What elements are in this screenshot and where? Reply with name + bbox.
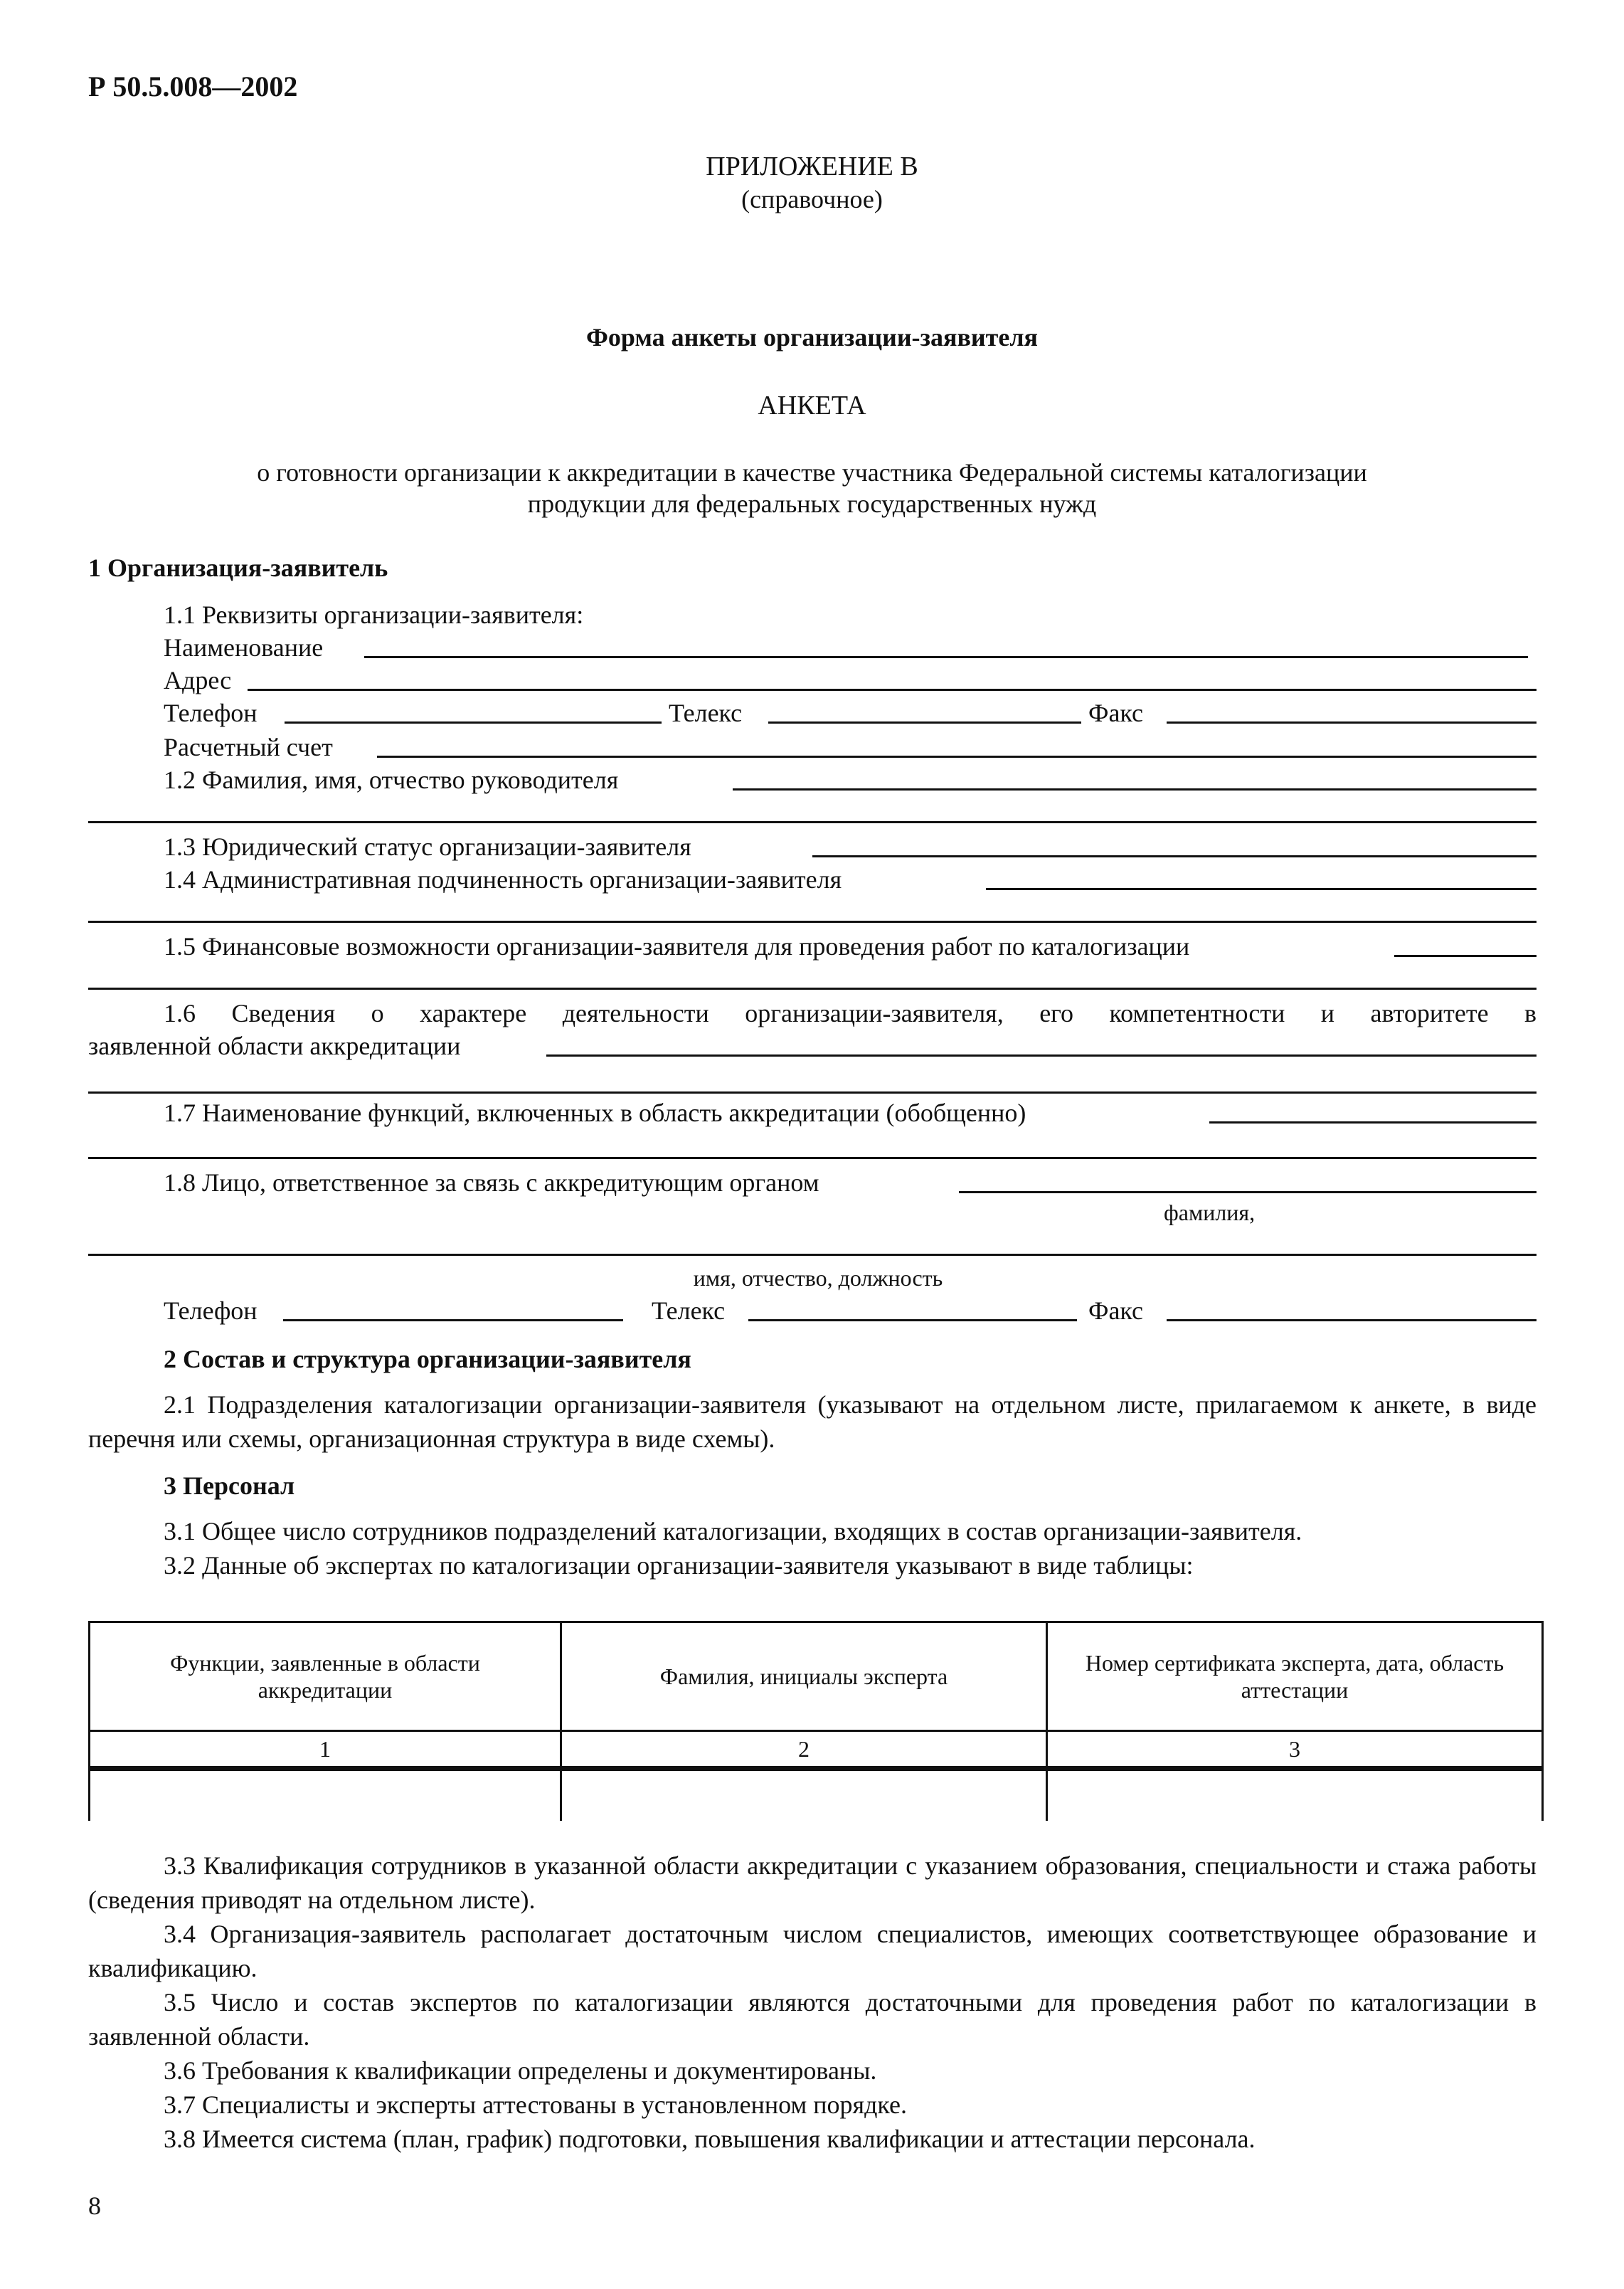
s1-1-text: 1.1 Реквизиты организации-заявителя: [164, 601, 584, 629]
s2-1-text: 2.1 Подразделения каталогизации организации-заявителя (указывают на отдельном листе, прилагаемом к анкете, в виде перечня или схемы, организационная структура в виде схемы). [88, 1390, 1537, 1453]
section3-heading: 3 Персонал [164, 1471, 295, 1500]
name-caption: имя, отчество, должность [693, 1265, 943, 1291]
fax2-field-line[interactable] [1167, 1319, 1537, 1321]
s3-6-text: 3.6 Требования к квалификации определены и документированы. [164, 2056, 877, 2085]
director-field-line[interactable] [733, 788, 1537, 791]
questionnaire-subtitle-line1: о готовности организации к аккредитации в качестве участника Федеральной системы каталогизации [257, 458, 1367, 487]
table-cell[interactable] [90, 1769, 561, 1822]
table-header-cell: Номер сертификата эксперта, дата, область аттестации [1047, 1622, 1543, 1731]
questionnaire-title: АНКЕТА [758, 391, 866, 421]
legal-status-field-line[interactable] [812, 855, 1537, 857]
s3-2-text: 3.2 Данные об экспертах по каталогизации организации-заявителя указывают в виде таблицы: [164, 1551, 1194, 1580]
name-label: Наименование [164, 633, 324, 662]
appendix-title: ПРИЛОЖЕНИЕ В [706, 152, 918, 181]
activity-field-line-2[interactable] [88, 1091, 1537, 1094]
address-field-line[interactable] [248, 689, 1537, 691]
phone2-label: Телефон [164, 1296, 258, 1325]
table-number-cell: 3 [1047, 1731, 1543, 1769]
questionnaire-subtitle-line2: продукции для федеральных государственных нужд [527, 490, 1097, 518]
s1-3-text: 1.3 Юридический статус организации-заявителя [164, 832, 691, 861]
experts-table [88, 1621, 1544, 1821]
s3-4-text: 3.4 Организация-заявитель располагает достаточным числом специалистов, имеющих соответствующее образование и квалификацию. [88, 1920, 1537, 1982]
phone-label: Телефон [164, 699, 258, 727]
document-number: Р 50.5.008—2002 [88, 70, 298, 102]
functions-field-line[interactable] [1209, 1121, 1537, 1124]
name-field-line[interactable] [364, 656, 1528, 658]
section1-heading: 1 Организация-заявитель [88, 554, 388, 582]
page-number: 8 [88, 2192, 101, 2220]
telex2-field-line[interactable] [748, 1319, 1077, 1321]
table-number-row [90, 1731, 1543, 1769]
s1-2-text: 1.2 Фамилия, имя, отчество руководителя [164, 766, 619, 794]
director-field-line-2[interactable] [88, 821, 1537, 823]
table-header-cell: Функции, заявленные в области аккредитации [90, 1622, 561, 1731]
finance-field-line-2[interactable] [88, 988, 1537, 990]
activity-field-line[interactable] [546, 1054, 1537, 1057]
section2-heading: 2 Состав и структура организации-заявителя [164, 1345, 691, 1373]
phone-field-line[interactable] [285, 721, 662, 724]
account-field-line[interactable] [377, 756, 1537, 758]
table-number-cell: 2 [561, 1731, 1047, 1769]
subordination-field-line-2[interactable] [88, 921, 1537, 923]
s1-8-text: 1.8 Лицо, ответственное за связь с аккредитующим органом [164, 1168, 819, 1197]
appendix-subtitle: (справочное) [741, 185, 883, 213]
subordination-field-line[interactable] [986, 888, 1537, 890]
functions-field-line-2[interactable] [88, 1157, 1537, 1159]
surname-caption: фамилия, [1164, 1200, 1256, 1225]
table-cell[interactable] [561, 1769, 1047, 1822]
s1-6-text-line1: 1.6 Сведения о характере деятельности организации-заявителя, его компетентности и авторитете в [164, 999, 1537, 1027]
table-header-cell: Фамилия, инициалы эксперта [561, 1622, 1047, 1731]
contact-person-field-line-2[interactable] [88, 1254, 1537, 1256]
contact-person-field-line[interactable] [959, 1191, 1537, 1193]
s1-5-text: 1.5 Финансовые возможности организации-заявителя для проведения работ по каталогизации [164, 932, 1190, 961]
telex2-label: Телекс [652, 1296, 726, 1325]
fax2-label: Факс [1088, 1296, 1143, 1325]
finance-field-line[interactable] [1394, 955, 1537, 957]
s1-6-text-line2: заявленной области аккредитации [88, 1032, 461, 1060]
table-header-row [90, 1622, 1543, 1731]
s3-8-text: 3.8 Имеется система (план, график) подготовки, повышения квалификации и аттестации персонала. [164, 2125, 1256, 2153]
telex-field-line[interactable] [768, 721, 1081, 724]
table-cell[interactable] [1047, 1769, 1543, 1822]
table-number-cell: 1 [90, 1731, 561, 1769]
account-label: Расчетный счет [164, 733, 333, 761]
table-row [90, 1769, 1543, 1822]
form-title: Форма анкеты организации-заявителя [585, 323, 1039, 351]
s3-5-text: 3.5 Число и состав экспертов по каталогизации являются достаточными для проведения работ по каталогизации в заявленной области. [88, 1988, 1537, 2051]
fax-label: Факс [1088, 699, 1143, 727]
s3-1-text: 3.1 Общее число сотрудников подразделений каталогизации, входящих в состав организации-заявителя. [164, 1517, 1302, 1545]
address-label: Адрес [164, 666, 232, 694]
s1-7-text: 1.7 Наименование функций, включенных в область аккредитации (обобщенно) [164, 1099, 1026, 1127]
fax-field-line[interactable] [1167, 721, 1537, 724]
s1-4-text: 1.4 Административная подчиненность организации-заявителя [164, 865, 842, 894]
telex-label: Телекс [669, 699, 743, 727]
s3-7-text: 3.7 Специалисты и эксперты аттестованы в установленном порядке. [164, 2090, 907, 2119]
phone2-field-line[interactable] [283, 1319, 623, 1321]
s3-3-text: 3.3 Квалификация сотрудников в указанной области аккредитации с указанием образования, специальности и стажа работы (сведения приводят на отдельном листе). [88, 1851, 1537, 1914]
